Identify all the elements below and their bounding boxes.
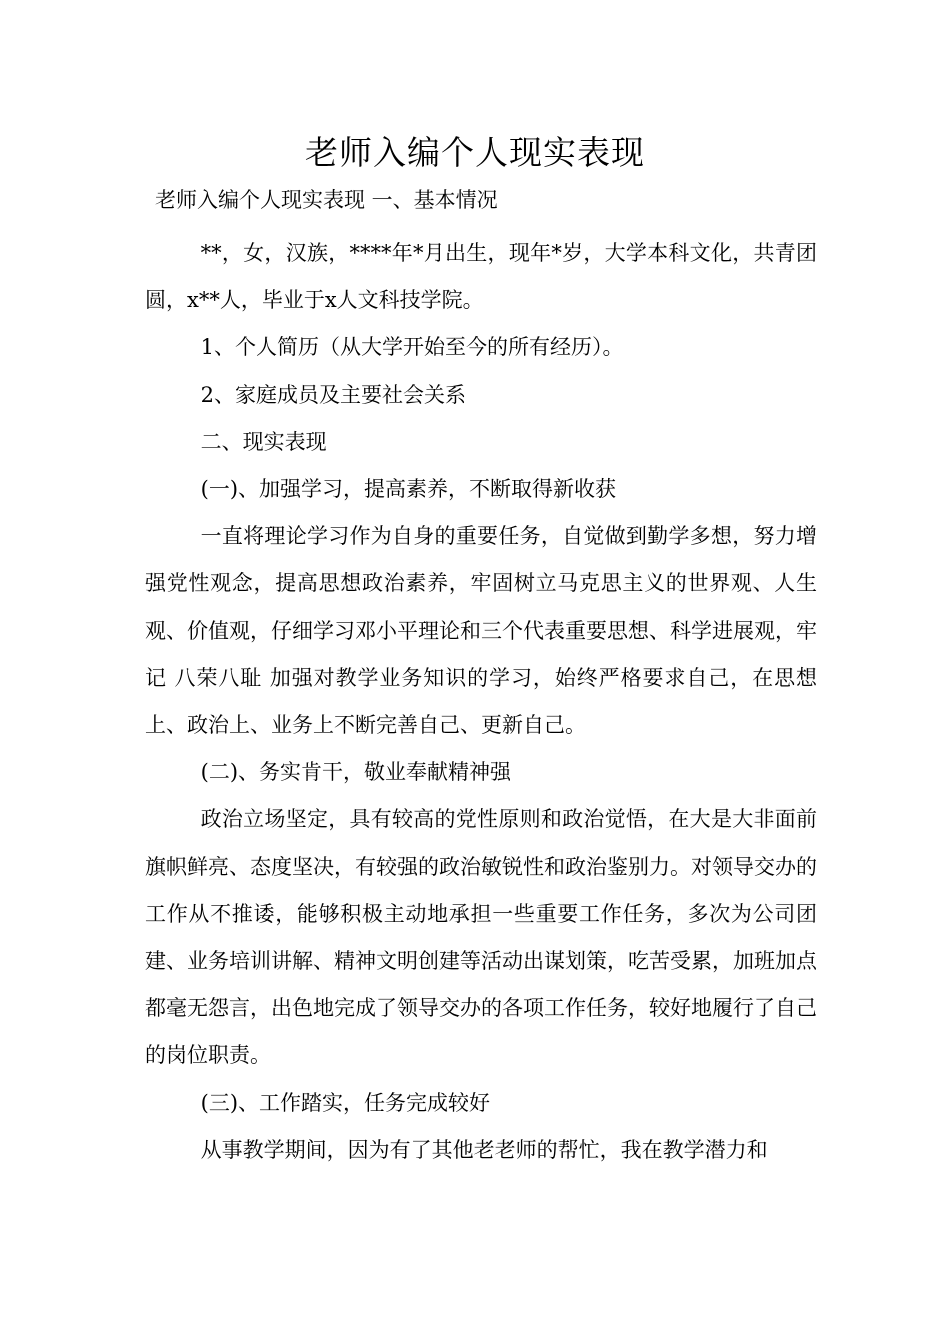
paragraph-family: 2、家庭成员及主要社会关系	[200, 382, 467, 407]
subsection-heading-3: (三)、工作踏实，任务完成较好	[200, 1090, 491, 1115]
paragraph-teaching: 从事教学期间，因为有了其他老老师的帮忙，我在教学潜力和	[200, 1137, 768, 1162]
paragraph-study: 一直将理论学习作为自身的重要任务，自觉做到勤学多想，努力增强党性观念，提高思想政治素养，牢固树立马克思主义的世界观、人生观、价值观，仔细学习邓小平理论和三个代表重要思想、科学进展观，牢记 八荣八耻 加强对教学业务知识的学习，始终严格要求自己，在思想上、政治上、业务上不断完善自己、更新自己。	[145, 524, 817, 738]
paragraph-dedication: 政治立场坚定，具有较高的党性原则和政治觉悟，在大是大非面前旗帜鲜亮、态度坚决，有较强的政治敏锐性和政治鉴别力。对领导交办的工作从不推诿，能够积极主动地承担一些重要工作任务，多次为公司团建、业务培训讲解、精神文明创建等活动出谋划策，吃苦受累，加班加点都毫无怨言，出色地完成了领导交办的各项工作任务，较好地履行了自己的岗位职责。	[145, 807, 817, 1068]
document-subtitle: 老师入编个人现实表现 一、基本情况	[155, 188, 498, 212]
paragraph-resume: 1、个人简历（从大学开始至今的所有经历）。	[200, 335, 624, 360]
section-heading-performance: 二、现实表现	[200, 429, 327, 454]
subsection-heading-2: (二)、务实肯干，敬业奉献精神强	[200, 760, 512, 785]
paragraph-basic-info: **，女，汉族，****年*月出生，现年*岁，大学本科文化，共青团圆，x**人，毕业于x人文科技学院。	[145, 241, 817, 313]
document-title: 老师入编个人现实表现	[305, 133, 645, 172]
document-body	[145, 230, 817, 1174]
subsection-heading-1: (一)、加强学习，提高素养，不断取得新收获	[200, 477, 617, 502]
